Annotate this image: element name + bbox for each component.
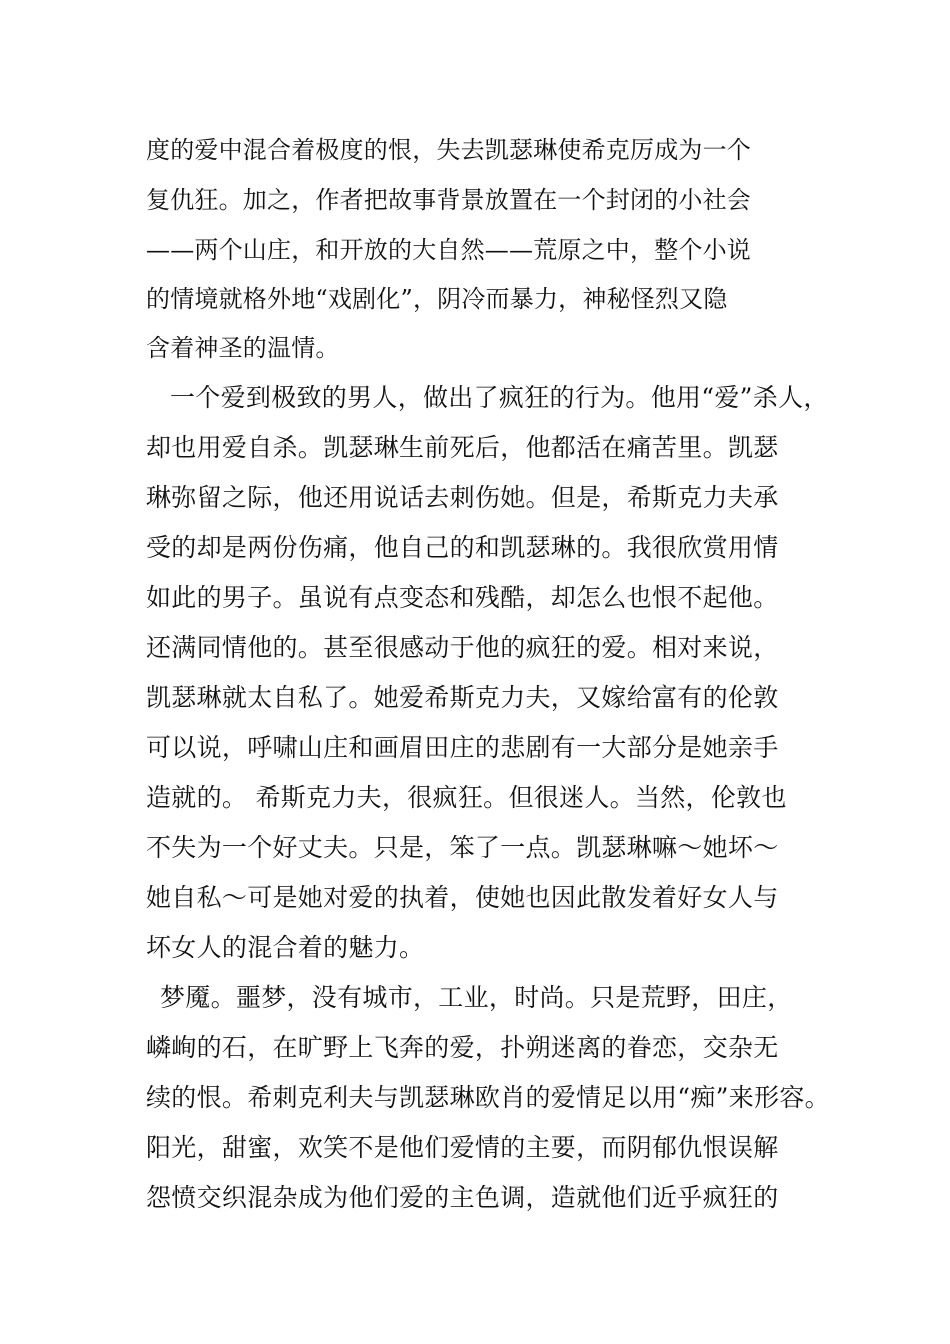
text-line: 造就的。 希斯克力夫，很疯狂。但很迷人。当然，伦敦也 bbox=[146, 783, 787, 812]
text-line: 如此的男子。虽说有点变态和残酷，却怎么也恨不起他。 bbox=[146, 583, 779, 612]
text-line: 度的爱中混合着极度的恨，失去凯瑟琳使希克厉成为一个 bbox=[146, 136, 751, 164]
text-line: 嶙峋的石，在旷野上飞奔的爱，扑朔迷离的眷恋，交杂无 bbox=[146, 1033, 779, 1062]
text-line: 琳弥留之际，他还用说话去刺伤她。但是，希斯克力夫承 bbox=[146, 483, 779, 512]
text-line: 凯瑟琳就太自私了。她爱希斯克力夫，又嫁给富有的伦敦 bbox=[146, 683, 779, 712]
paragraph-first-line: 一个爱到极致的男人，做出了疯狂的行为。他用“爱”杀人， bbox=[170, 383, 829, 412]
text-line: 却也用爱自杀。凯瑟琳生前死后，他都活在痛苦里。凯瑟 bbox=[146, 433, 779, 462]
text-line: 可以说，呼啸山庄和画眉田庄的悲剧有一大部分是她亲手 bbox=[146, 733, 779, 762]
text-line: 的情境就格外地“戏剧化”，阴冷而暴力，神秘怪烈又隐 bbox=[146, 285, 728, 313]
text-line: 还满同情他的。甚至很感动于他的疯狂的爱。相对来说， bbox=[146, 633, 779, 662]
text-line: 复仇狂。加之，作者把故事背景放置在一个封闭的小社会 bbox=[146, 186, 751, 214]
text-line: 受的却是两份伤痛，他自己的和凯瑟琳的。我很欣赏用情 bbox=[146, 533, 779, 562]
text-line: 怨愤交织混杂成为他们爱的主色调，造就他们近乎疯狂的 bbox=[146, 1183, 779, 1212]
text-line: 含着神圣的温情。 bbox=[146, 334, 340, 362]
text-line: ——两个山庄，和开放的大自然——荒原之中，整个小说 bbox=[146, 236, 751, 264]
text-line: 续的恨。希刺克利夫与凯瑟琳欧肖的爱情足以用“痴”来形容。 bbox=[146, 1083, 830, 1112]
text-line: 她自私～可是她对爱的执着，使她也因此散发着好女人与 bbox=[146, 883, 779, 912]
text-line: 阳光，甜蜜，欢笑不是他们爱情的主要，而阴郁仇恨误解 bbox=[146, 1133, 779, 1162]
text-line: 不失为一个好丈夫。只是，笨了一点。凯瑟琳嘛～她坏～ bbox=[146, 833, 779, 862]
paragraph-first-line: 梦魇。噩梦，没有城市，工业，时尚。只是荒野，田庄， bbox=[160, 983, 793, 1012]
text-line: 坏女人的混合着的魅力。 bbox=[146, 933, 425, 962]
